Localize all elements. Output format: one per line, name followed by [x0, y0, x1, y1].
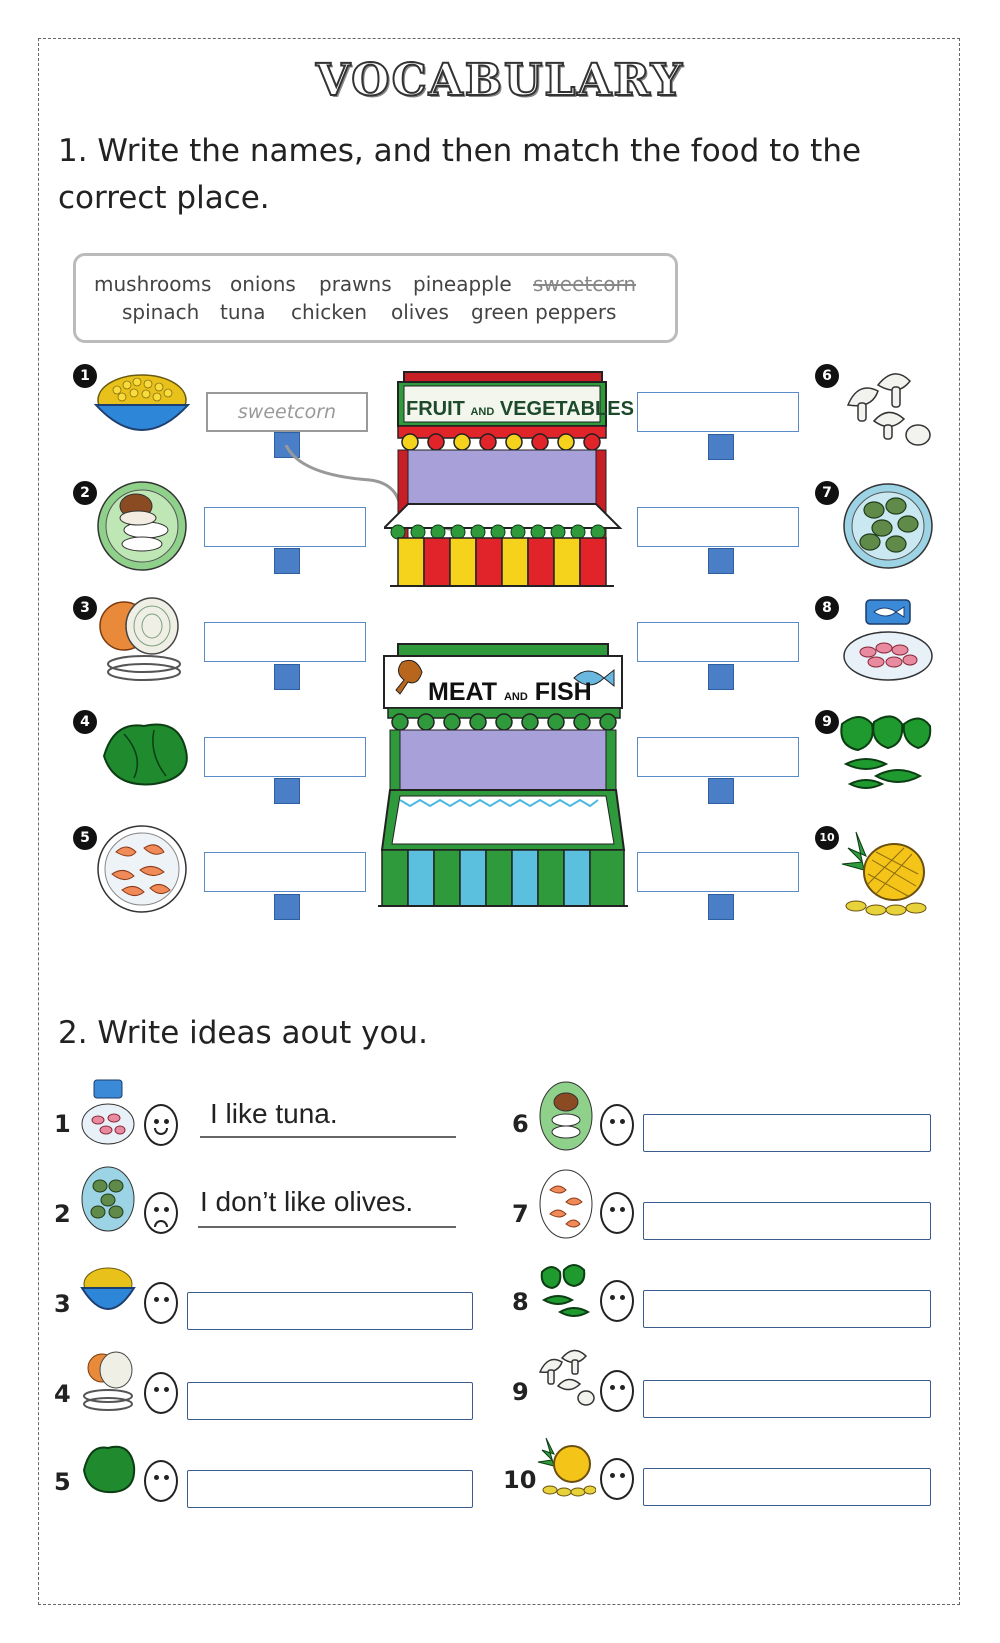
- answer-field-row-4[interactable]: [187, 1382, 473, 1420]
- blank-face-icon: [144, 1460, 178, 1502]
- row-number: 4: [54, 1380, 71, 1408]
- blank-face-icon: [600, 1280, 634, 1322]
- answer-field-5[interactable]: [204, 852, 366, 892]
- pineapple-icon: [836, 824, 936, 920]
- word-bank-item: spinach: [122, 300, 200, 324]
- item-number: 4: [73, 710, 97, 734]
- match-handle-9[interactable]: [708, 778, 734, 804]
- item-number: 9: [815, 710, 839, 734]
- green-peppers-icon: [836, 704, 936, 796]
- word-bank-item: pineapple: [413, 272, 512, 296]
- mushrooms-icon: [838, 365, 938, 455]
- spinach-icon: [78, 1440, 138, 1496]
- blank-face-icon: [600, 1458, 634, 1500]
- sweetcorn-icon: [92, 365, 192, 445]
- answer-field-6[interactable]: [637, 392, 799, 432]
- answer-field-row-8[interactable]: [643, 1290, 931, 1328]
- answer-field-7[interactable]: [637, 507, 799, 547]
- example-sentence: I don’t like olives.: [200, 1186, 414, 1217]
- answer-field-9[interactable]: [637, 737, 799, 777]
- item-number: 7: [815, 481, 839, 505]
- match-handle-7[interactable]: [708, 548, 734, 574]
- match-handle-2[interactable]: [274, 548, 300, 574]
- row-number: 6: [512, 1110, 529, 1138]
- onion-icon: [94, 594, 194, 684]
- answer-underline: [198, 1226, 456, 1228]
- sad-face-icon: [144, 1192, 178, 1234]
- match-handle-5[interactable]: [274, 894, 300, 920]
- match-handle-8[interactable]: [708, 664, 734, 690]
- blank-face-icon: [600, 1370, 634, 1412]
- stall-sign-fruit-veg: FRUIT AND VEGETABLES: [406, 398, 634, 420]
- item-number: 10: [815, 826, 839, 850]
- match-handle-4[interactable]: [274, 778, 300, 804]
- row-number: 9: [512, 1378, 529, 1406]
- row-number: 8: [512, 1288, 529, 1316]
- word-bank-item: tuna: [220, 300, 266, 324]
- prawns-icon: [536, 1168, 596, 1240]
- chicken-icon: [536, 1080, 596, 1152]
- word-bank-item: mushrooms: [94, 272, 212, 296]
- word-bank-item: chicken: [291, 300, 368, 324]
- word-bank-item-crossed: sweetcorn: [533, 272, 637, 296]
- row-number: 5: [54, 1468, 71, 1496]
- answer-field-row-5[interactable]: [187, 1470, 473, 1508]
- blank-face-icon: [144, 1372, 178, 1414]
- page-title: VOCABULARY: [315, 55, 685, 106]
- answer-field-row-7[interactable]: [643, 1202, 931, 1240]
- match-handle-10[interactable]: [708, 894, 734, 920]
- item-number: 1: [73, 364, 97, 388]
- tuna-icon: [78, 1078, 138, 1146]
- onion-icon: [78, 1346, 138, 1412]
- olives-icon: [840, 480, 936, 572]
- word-bank-item: green peppers: [471, 300, 617, 324]
- match-handle-6[interactable]: [708, 434, 734, 460]
- word-bank-item: prawns: [319, 272, 392, 296]
- sweetcorn-icon: [78, 1258, 138, 1320]
- blank-face-icon: [144, 1282, 178, 1324]
- exercise1-instruction: 1. Write the names, and then match the food to the correct place.: [58, 133, 862, 216]
- tuna-icon: [840, 598, 936, 684]
- row-number: 1: [54, 1110, 71, 1138]
- answer-field-row-9[interactable]: [643, 1380, 931, 1418]
- row-number: 7: [512, 1200, 529, 1228]
- row-number: 2: [54, 1200, 71, 1228]
- item-number: 8: [815, 596, 839, 620]
- answer-field-8[interactable]: [637, 622, 799, 662]
- match-handle-3[interactable]: [274, 664, 300, 690]
- blank-face-icon: [600, 1104, 634, 1146]
- prawns-icon: [94, 822, 190, 916]
- smiley-face-icon: [144, 1104, 178, 1146]
- answer-field-10[interactable]: [637, 852, 799, 892]
- answer-field-row-6[interactable]: [643, 1114, 931, 1152]
- answer-field-3[interactable]: [204, 622, 366, 662]
- item-number: 2: [73, 481, 97, 505]
- mushrooms-icon: [536, 1346, 596, 1412]
- item-number: 3: [73, 596, 97, 620]
- row-number: 3: [54, 1290, 71, 1318]
- olives-icon: [78, 1164, 138, 1234]
- answer-field-4[interactable]: [204, 737, 366, 777]
- stall-sign-meat-fish: MEAT AND FISH: [428, 678, 592, 706]
- pineapple-icon: [536, 1432, 596, 1500]
- item-number: 5: [73, 826, 97, 850]
- exercise2-instruction: 2. Write ideas aout you.: [58, 1015, 428, 1051]
- blank-face-icon: [600, 1192, 634, 1234]
- spinach-icon: [94, 716, 194, 788]
- answer-field-row-10[interactable]: [643, 1468, 931, 1506]
- item-number: 6: [815, 364, 839, 388]
- chicken-icon: [94, 478, 190, 574]
- answer-field-1[interactable]: sweetcorn: [206, 392, 368, 432]
- example-sentence: I like tuna.: [210, 1098, 338, 1129]
- word-bank: [73, 253, 678, 343]
- green-peppers-icon: [538, 1256, 594, 1324]
- word-bank-item: onions: [230, 272, 296, 296]
- answer-field-row-3[interactable]: [187, 1292, 473, 1330]
- word-bank-item: olives: [391, 300, 449, 324]
- row-number: 10: [503, 1466, 537, 1494]
- answer-underline: [200, 1136, 456, 1138]
